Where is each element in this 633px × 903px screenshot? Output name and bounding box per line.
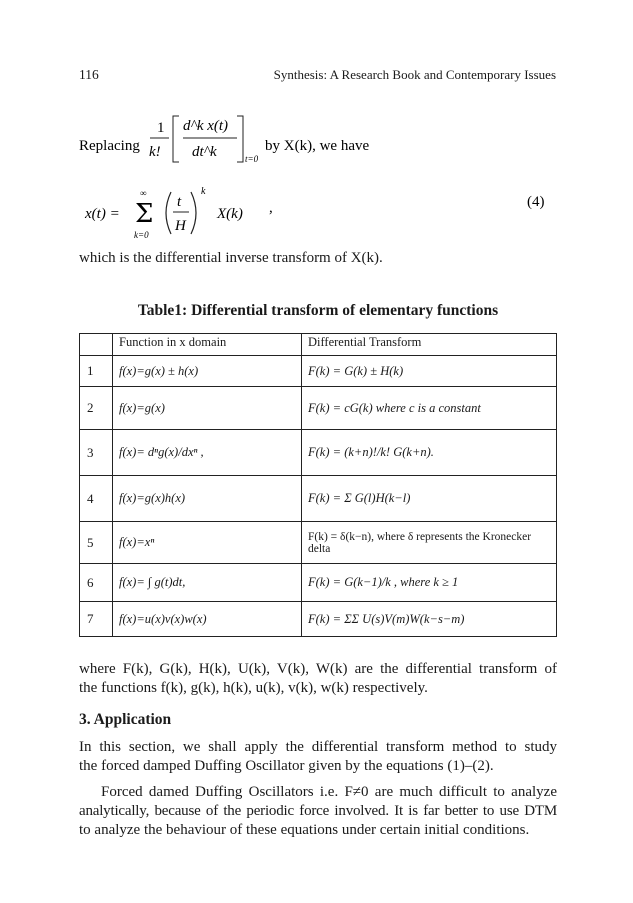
row-function: f(x)=g(x) [113, 387, 302, 430]
row-transform: F(k) = G(k−1)/k , where k ≥ 1 [302, 564, 557, 602]
row-number: 7 [80, 602, 113, 637]
row-transform: F(k) = cG(k) where c is a constant [302, 387, 557, 430]
row-function: f(x)= dⁿg(x)/dxⁿ , [113, 430, 302, 476]
table-header-num [80, 334, 113, 356]
row-number: 4 [80, 476, 113, 522]
row-number: 6 [80, 564, 113, 602]
table-header-transform: Differential Transform [302, 334, 557, 356]
eq2-sum-bottom: k=0 [134, 230, 149, 240]
table-caption: Table1: Differential transform of elementary functions [137, 302, 499, 319]
eq1-inner-num: d^k x(t) [183, 118, 229, 134]
paragraph-inverse-transform: which is the differential inverse transform of X(k). [79, 250, 383, 266]
eq1-frac-num: 1 [157, 120, 165, 136]
row-function: f(x)=xⁿ [113, 522, 302, 564]
section-p1-line-1: In this section, we shall apply the differential transform method to study [79, 739, 557, 755]
section-p2-line-3: to analyze the behaviour of these equations under certain initial conditions. [79, 822, 530, 838]
section-paragraph-1 [79, 738, 557, 776]
equation-replacing [79, 110, 559, 166]
section-p2-line-1: Forced damed Duffing Oscillators i.e. F≠0 are much difficult to analyze [101, 784, 557, 800]
row-function: f(x)=g(x) ± h(x) [113, 356, 302, 387]
table-header-function: Function in x domain [113, 334, 302, 356]
table-row [80, 522, 557, 564]
eq1-inner-den: dt^k [192, 144, 217, 160]
running-head: Synthesis: A Research Book and Contemporary Issues [273, 67, 556, 82]
table-row [80, 564, 557, 602]
table-row [80, 356, 557, 387]
equation-4 [79, 182, 559, 244]
section-paragraph-2 [79, 783, 557, 840]
table-row [80, 430, 557, 476]
row-function: f(x)=u(x)v(x)w(x) [113, 602, 302, 637]
eq2-lhs: x(t) = [85, 206, 120, 222]
eq1-tail: by X(k), we have [265, 138, 370, 154]
section-heading: 3. Application [79, 711, 172, 728]
row-transform: F(k) = (k+n)!/k! G(k+n). [302, 430, 557, 476]
row-transform: F(k) = ΣΣ U(s)V(m)W(k−s−m) [302, 602, 557, 637]
row-number: 5 [80, 522, 113, 564]
where-line-2: the functions f(k), g(k), h(k), u(k), v(k), w(k) respectively. [79, 680, 428, 696]
transform-table [79, 333, 557, 637]
section-p1-line-2: the forced damped Duffing Oscillator given by the equations (1)–(2). [79, 758, 494, 774]
eq2-number: (4) [527, 194, 545, 210]
eq2-rhs: X(k) [217, 206, 243, 222]
section-p2-line-2: analytically, because of the periodic force involved. It is far better to use DTM [79, 803, 557, 819]
row-function: f(x)= ∫ g(t)dt, [113, 564, 302, 602]
table-row [80, 476, 557, 522]
row-transform: F(k) = δ(k−n), where δ represents the Kronecker delta [302, 522, 557, 564]
row-transform: F(k) = G(k) ± H(k) [302, 356, 557, 387]
table-row [80, 602, 557, 637]
table-row [80, 387, 557, 430]
row-number: 3 [80, 430, 113, 476]
eq2-frac-num: t [177, 194, 182, 210]
page-number: 116 [79, 67, 99, 82]
row-number: 2 [80, 387, 113, 430]
eq2-sigma: Σ [135, 199, 154, 229]
row-number: 1 [80, 356, 113, 387]
eq2-comma: , [269, 200, 273, 216]
table-header-row [80, 334, 557, 356]
eq2-frac-den: H [175, 218, 186, 234]
row-transform: F(k) = Σ G(l)H(k−l) [302, 476, 557, 522]
where-line-1: where F(k), G(k), H(k), U(k), V(k), W(k) are the differential transform of [79, 661, 557, 677]
row-function: f(x)=g(x)h(x) [113, 476, 302, 522]
eq1-eval: t=0 [245, 154, 259, 164]
eq1-lead: Replacing [79, 138, 140, 154]
eq2-power: k [201, 186, 206, 197]
paragraph-where [79, 660, 557, 698]
eq1-frac-den: k! [149, 144, 161, 160]
eq2-sum-top: ∞ [140, 188, 147, 198]
